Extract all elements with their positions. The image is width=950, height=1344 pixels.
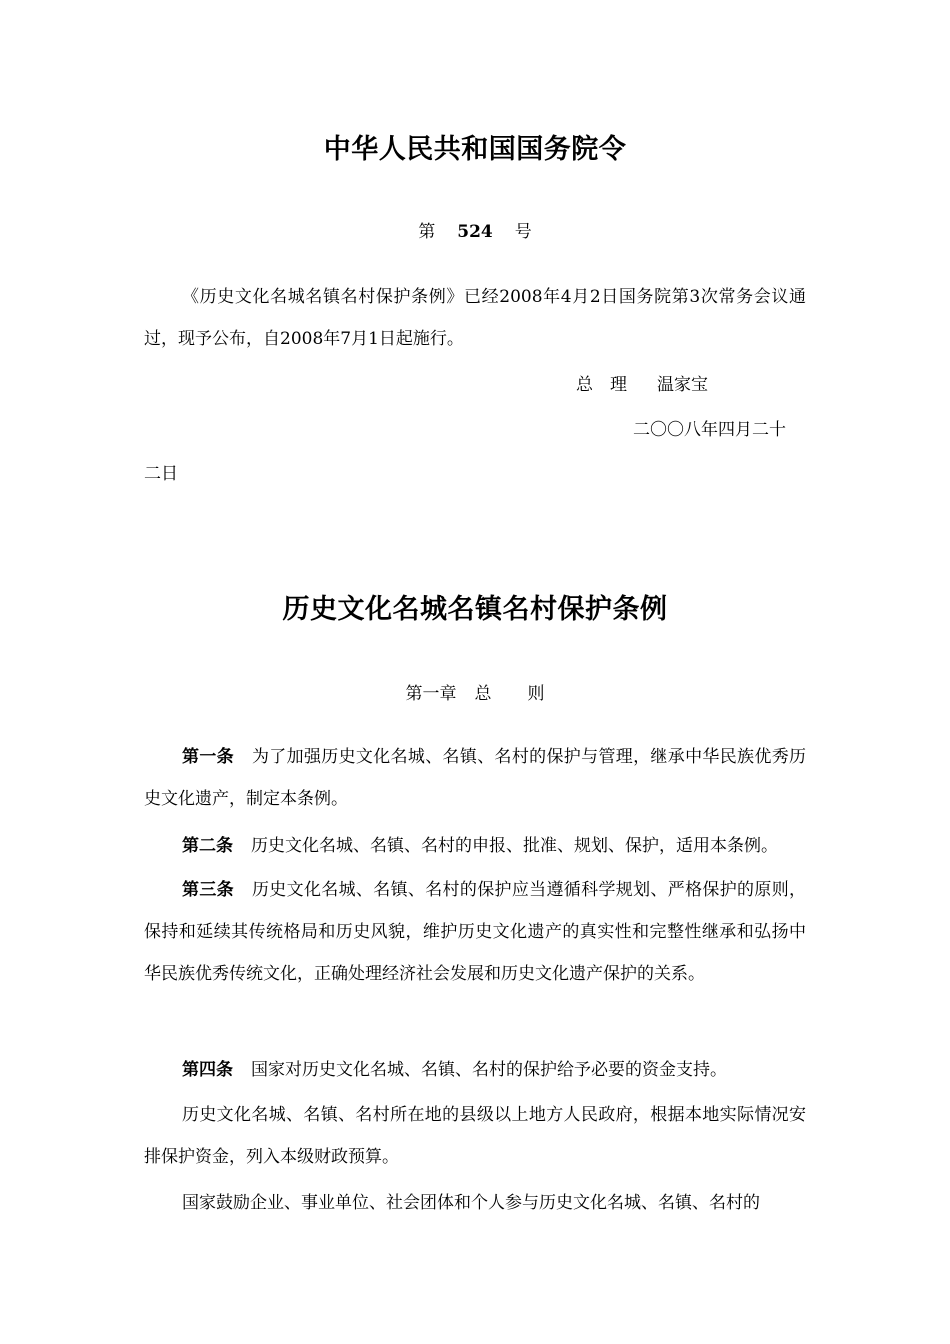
- decree-number-prefix: 第: [418, 222, 436, 242]
- decree-date-line1: 二〇〇八年四月二十: [633, 420, 786, 440]
- signer-name: 温家宝: [657, 375, 708, 395]
- decree-date-line2: 二日: [144, 464, 178, 484]
- decree-title: 中华人民共和国国务院令: [323, 134, 627, 165]
- decree-announcement: 《历史文化名城名镇名村保护条例》已经2008年4月2日国务院第3次常务会议通过，现予公布，自2008年7月1日起施行。: [144, 287, 806, 349]
- article-2-text: 历史文化名城、名镇、名村的申报、批准、规划、保护，适用本条例。: [251, 836, 778, 856]
- article-4-number: 第四条: [182, 1060, 233, 1080]
- chapter-title-part2: 则: [527, 684, 545, 704]
- article-4-text: 国家对历史文化名城、名镇、名村的保护给予必要的资金支持。: [251, 1060, 727, 1080]
- article-4-paragraph-2: 历史文化名城、名镇、名村所在地的县级以上地方人民政府，根据本地实际情况安排保护资金，列入本级财政预算。: [144, 1105, 806, 1167]
- article-1-number: 第一条: [182, 747, 234, 767]
- article-3-number: 第三条: [182, 880, 234, 900]
- article-1: [144, 736, 806, 820]
- decree-number-suffix: 号: [514, 222, 532, 242]
- decree-number-value: 524: [457, 222, 493, 242]
- regulation-title: 历史文化名城名镇名村保护条例: [282, 594, 668, 625]
- article-2-number: 第二条: [182, 836, 233, 856]
- article-3: [144, 869, 806, 995]
- article-3-text: 历史文化名城、名镇、名村的保护应当遵循科学规划、严格保护的原则，保持和延续其传统格局和历史风貌，维护历史文化遗产的真实性和完整性继承和弘扬中华民族优秀传统文化，正确处理经济社会发展和历史文化遗产保护的关系。: [144, 880, 807, 984]
- article-2: [144, 825, 806, 867]
- signer-title: 总 理: [576, 375, 627, 395]
- chapter-title-part1: 总: [474, 684, 492, 704]
- article-4-paragraph-3: 国家鼓励企业、事业单位、社会团体和个人参与历史文化名城、名镇、名村的: [182, 1193, 760, 1213]
- article-4: [144, 1049, 806, 1091]
- article-1-text: 为了加强历史文化名城、名镇、名村的保护与管理，继承中华民族优秀历史文化遗产，制定本条例。: [144, 747, 807, 809]
- decree-signer: [576, 373, 708, 397]
- chapter-heading: [0, 682, 950, 706]
- decree-number: [0, 220, 950, 244]
- chapter-number: 第一章: [405, 684, 457, 704]
